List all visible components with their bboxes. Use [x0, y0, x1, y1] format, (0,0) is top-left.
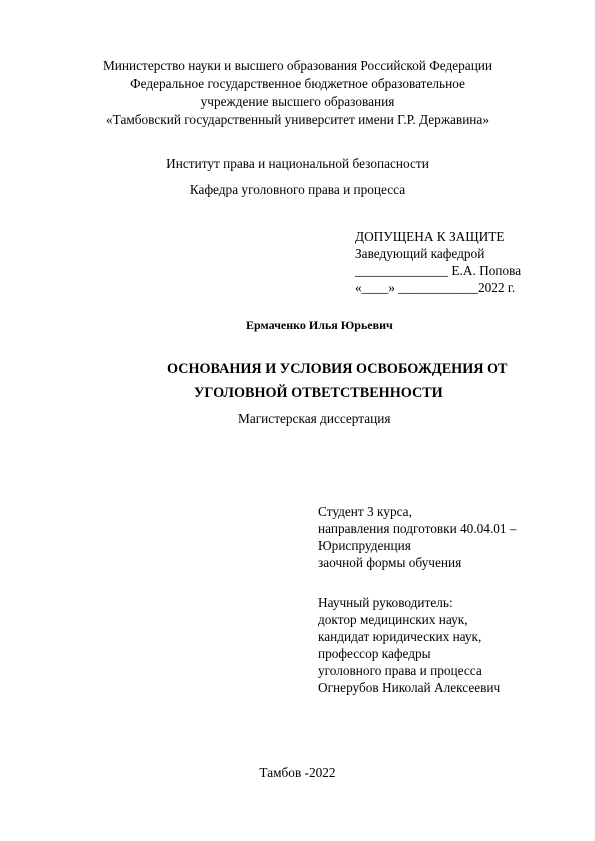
thesis-type: Магистерская диссертация — [238, 411, 391, 426]
student-info-block — [318, 503, 517, 571]
institute-name: Институт права и национальной безопасности — [166, 156, 429, 171]
student-specialty: Юриспруденция — [318, 538, 411, 553]
ministry-line-3: учреждение высшего образования — [200, 94, 395, 109]
ministry-line-2: Федеральное государственное бюджетное образовательное — [130, 76, 465, 91]
department-name: Кафедра уголовного права и процесса — [189, 182, 406, 197]
student-study-form: заочной формы обучения — [318, 555, 462, 570]
city-year: Тамбов -2022 — [259, 765, 336, 780]
approval-block — [355, 228, 521, 296]
approval-signature-line: ______________ Е.А. Попова — [355, 263, 522, 278]
student-program: направления подготовки 40.04.01 – — [318, 521, 517, 536]
supervisor-info-block — [318, 594, 500, 696]
thesis-title-line-1: ОСНОВАНИЯ И УСЛОВИЯ ОСВОБОЖДЕНИЯ ОТ — [167, 361, 508, 377]
thesis-title-line-2: УГОЛОВНОЙ ОТВЕТСТВЕННОСТИ — [194, 385, 443, 401]
approval-heading: ДОПУЩЕНА К ЗАЩИТЕ — [355, 229, 505, 244]
approval-head-of-department: Заведующий кафедрой — [355, 246, 485, 261]
supervisor-degree-1: доктор медицинских наук, — [318, 612, 468, 627]
student-course: Студент 3 курса, — [318, 504, 412, 519]
university-name: «Тамбовский государственный университет имени Г.Р. Державина» — [106, 112, 489, 127]
approval-date-line: «____» ____________2022 г. — [355, 280, 516, 295]
supervisor-name: Огнерубов Николай Алексеевич — [318, 680, 501, 695]
supervisor-label: Научный руководитель: — [318, 595, 453, 610]
supervisor-department: уголовного права и процесса — [318, 663, 482, 678]
supervisor-degree-2: кандидат юридических наук, — [318, 629, 482, 644]
supervisor-position: профессор кафедры — [318, 646, 431, 661]
author-name: Ермаченко Илья Юрьевич — [246, 318, 393, 332]
ministry-line-1: Министерство науки и высшего образования Российской Федерации — [102, 58, 493, 73]
